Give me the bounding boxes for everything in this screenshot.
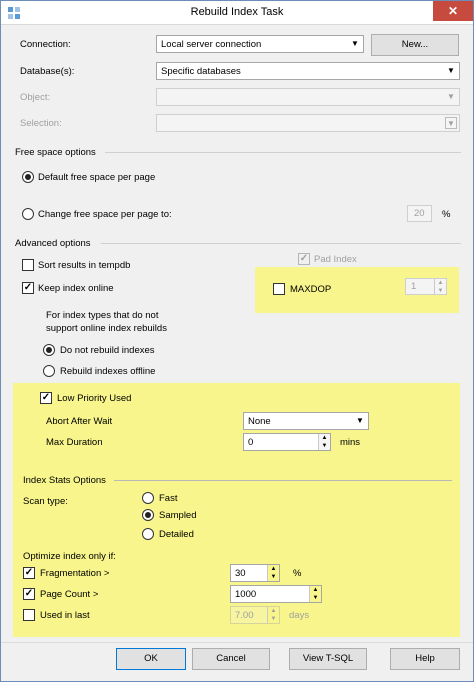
max-duration-label: Max Duration <box>46 437 103 448</box>
close-button[interactable] <box>433 1 473 21</box>
object-label: Object: <box>20 92 51 103</box>
connection-dropdown[interactable] <box>156 35 364 53</box>
used-in-last-value: 7.00 <box>235 610 254 621</box>
cancel-button[interactable]: Cancel <box>192 648 270 670</box>
chevron-down-icon: ▼ <box>356 416 364 425</box>
fragmentation-input[interactable] <box>230 564 280 582</box>
object-dropdown[interactable] <box>156 88 460 106</box>
footer-divider <box>1 642 473 643</box>
optimize-only-if-label: Optimize index only if: <box>23 551 116 562</box>
scan-sampled-label: Sampled <box>159 510 197 521</box>
free-space-percent-input[interactable] <box>407 205 432 222</box>
spin-down-icon: ▼ <box>312 595 319 601</box>
low-priority-label: Low Priority Used <box>57 393 132 404</box>
online-note-line2: support online index rebuilds <box>46 323 167 334</box>
page-count-checkbox[interactable]: ✓ <box>24 588 34 599</box>
used-in-last-input[interactable] <box>230 606 280 624</box>
help-button[interactable]: Help <box>390 648 460 670</box>
divider <box>101 243 461 244</box>
used-in-last-spinner[interactable] <box>267 607 279 623</box>
used-in-last-checkbox[interactable] <box>23 609 35 621</box>
ok-button[interactable]: OK <box>116 648 186 670</box>
scan-detailed-label: Detailed <box>159 529 194 540</box>
spin-down-icon: ▼ <box>270 574 277 580</box>
sort-tempdb-checkbox[interactable] <box>22 259 34 271</box>
fragmentation-unit: % <box>293 568 302 579</box>
spin-up-icon: ▲ <box>270 608 277 614</box>
divider <box>105 152 461 153</box>
do-not-rebuild-radio[interactable] <box>43 344 55 356</box>
scan-fast-radio[interactable] <box>142 492 154 504</box>
scan-detailed-radio[interactable] <box>142 528 154 540</box>
spin-down-icon: ▼ <box>270 616 277 622</box>
maxdop-input[interactable] <box>405 278 447 295</box>
change-free-space-radio[interactable] <box>22 208 34 220</box>
default-free-space-radio[interactable] <box>22 171 34 183</box>
percent-unit: % <box>442 209 451 220</box>
keep-index-online-checkbox[interactable]: ✓ <box>23 282 33 293</box>
view-tsql-button[interactable]: View T-SQL <box>289 648 367 670</box>
rebuild-offline-radio[interactable] <box>43 365 55 377</box>
index-stats-heading: Index Stats Options <box>23 475 106 486</box>
new-connection-button[interactable]: New... <box>371 34 459 56</box>
do-not-rebuild-label: Do not rebuild indexes <box>60 345 155 356</box>
chevron-down-icon: ▼ <box>445 117 457 129</box>
default-free-space-label: Default free space per page <box>38 172 156 183</box>
spin-up-icon: ▲ <box>437 280 444 286</box>
change-free-space-label: Change free space per page to: <box>38 209 172 220</box>
spin-down-icon: ▼ <box>437 288 444 294</box>
close-icon: ✕ <box>447 4 459 18</box>
window-title: Rebuild Index Task <box>190 6 284 18</box>
divider <box>114 480 452 481</box>
connection-value: Local server connection <box>161 39 262 50</box>
abort-after-wait-dropdown[interactable] <box>243 412 369 430</box>
databases-dropdown[interactable] <box>156 62 460 80</box>
mins-unit: mins <box>340 437 361 448</box>
abort-after-wait-value: None <box>248 416 271 427</box>
chevron-down-icon: ▼ <box>351 39 359 48</box>
maxdop-spinner[interactable] <box>434 279 446 294</box>
page-count-label: Page Count > <box>40 589 99 600</box>
connection-label: Connection: <box>20 39 71 50</box>
spin-down-icon: ▼ <box>321 443 328 449</box>
databases-label: Database(s): <box>20 66 75 77</box>
page-count-spinner[interactable] <box>309 586 321 602</box>
abort-after-wait-label: Abort After Wait <box>46 416 113 427</box>
max-duration-value: 0 <box>248 437 254 448</box>
free-space-percent-value: 20 <box>414 208 425 219</box>
selection-label: Selection: <box>20 118 62 129</box>
chevron-down-icon: ▼ <box>447 92 455 101</box>
sort-tempdb-label: Sort results in tempdb <box>38 260 131 271</box>
chevron-down-icon: ▼ <box>447 66 455 75</box>
databases-value: Specific databases <box>161 66 241 77</box>
fragmentation-spinner[interactable] <box>267 565 279 581</box>
fragmentation-label: Fragmentation > <box>40 568 110 579</box>
pad-index-label: Pad Index <box>314 254 357 265</box>
title-bar <box>1 1 473 25</box>
rebuild-offline-label: Rebuild indexes offline <box>60 366 156 377</box>
selection-dropdown[interactable] <box>156 114 460 132</box>
online-note-line1: For index types that do not <box>46 310 159 321</box>
keep-index-online-label: Keep index online <box>38 283 114 294</box>
maxdop-label: MAXDOP <box>290 284 332 295</box>
max-duration-spinner[interactable] <box>318 434 330 450</box>
scan-fast-label: Fast <box>159 493 178 504</box>
fragmentation-value: 30 <box>235 568 246 579</box>
maxdop-value: 1 <box>411 281 417 292</box>
low-priority-checkbox[interactable]: ✓ <box>41 392 51 403</box>
days-unit: days <box>289 610 310 621</box>
scan-type-label: Scan type: <box>23 496 68 507</box>
page-count-input[interactable] <box>230 585 322 603</box>
scan-sampled-radio[interactable] <box>142 509 154 521</box>
page-count-value: 1000 <box>235 589 257 600</box>
maxdop-checkbox[interactable] <box>273 283 285 295</box>
pad-index-checkbox[interactable]: ✓ <box>299 253 309 264</box>
max-duration-input[interactable] <box>243 433 331 451</box>
spin-up-icon: ▲ <box>270 566 277 572</box>
free-space-heading: Free space options <box>15 147 96 158</box>
advanced-options-heading: Advanced options <box>15 238 91 249</box>
spin-up-icon: ▲ <box>312 587 319 593</box>
used-in-last-label: Used in last <box>40 610 90 621</box>
spin-up-icon: ▲ <box>321 435 328 441</box>
fragmentation-checkbox[interactable]: ✓ <box>24 567 34 578</box>
